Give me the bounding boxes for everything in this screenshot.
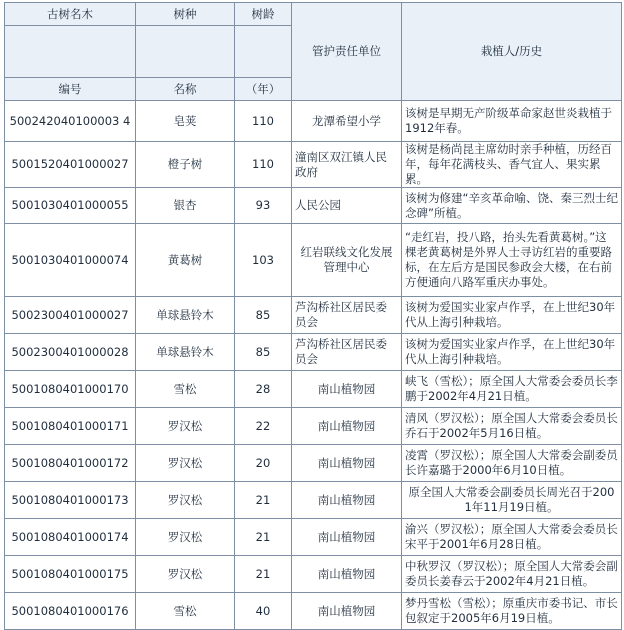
cell-tree-id: 5001080401000170	[5, 371, 136, 408]
cell-history: 该树为爱国实业家卢作孚，在上世纪30年代从上海引种栽培。	[402, 297, 622, 334]
cell-unit: 人民公园	[292, 188, 402, 224]
cell-species: 罗汉松	[136, 482, 235, 519]
cell-history: 原全国人大常委会副委员长周光召于2001年11月19日植。	[402, 482, 622, 519]
cell-tree-id: 5002300401000027	[5, 297, 136, 334]
table-row	[5, 188, 622, 224]
cell-age: 103	[235, 224, 292, 297]
cell-species: 单球悬铃木	[136, 334, 235, 371]
table-body	[5, 101, 622, 630]
header-species-bottom: 名称	[136, 78, 235, 101]
heritage-tree-table	[4, 2, 622, 630]
table-row	[5, 142, 622, 188]
header-age-top: 树龄	[235, 3, 292, 26]
cell-age: 85	[235, 334, 292, 371]
cell-tree-id: 5001030401000055	[5, 188, 136, 224]
cell-species: 橙子树	[136, 142, 235, 188]
table-row	[5, 593, 622, 630]
header-species-spacer	[136, 26, 235, 78]
header-planter: 栽植人/历史	[402, 3, 622, 101]
header-age-bottom: （年）	[235, 78, 292, 101]
cell-history: “走红岩，投八路，抬头先看黄葛树。”这棵老黄葛树是外界人士寻访红岩的重要路标，在左后方是国民参政会大楼，在右前方便通向八路军重庆办事处。	[402, 224, 622, 297]
cell-species: 雪松	[136, 371, 235, 408]
cell-species: 皂荚	[136, 101, 235, 142]
cell-age: 22	[235, 408, 292, 445]
header-species-top: 树种	[136, 3, 235, 26]
cell-history: 该树是早期无产阶级革命家赵世炎栽植于1912年春。	[402, 101, 622, 142]
table-row	[5, 297, 622, 334]
table-row	[5, 408, 622, 445]
cell-age: 21	[235, 482, 292, 519]
cell-tree-id: 5001080401000175	[5, 556, 136, 593]
cell-tree-id: 5001030401000074	[5, 224, 136, 297]
cell-unit: 南山植物园	[292, 371, 402, 408]
table-row	[5, 224, 622, 297]
cell-unit: 红岩联线文化发展管理中心	[292, 224, 402, 297]
cell-history: 清风（罗汉松）；原全国人大常委会委员长乔石于2002年5月16日植。	[402, 408, 622, 445]
cell-history: 梦丹雪松（雪松）；原重庆市委书记、市长包叙定于2005年6月19日植。	[402, 593, 622, 630]
cell-species: 罗汉松	[136, 445, 235, 482]
cell-species: 黄葛树	[136, 224, 235, 297]
cell-history: 渝兴（罗汉松）；原全国人大常委会委员长宋平于2001年6月28日植。	[402, 519, 622, 556]
cell-unit: 南山植物园	[292, 519, 402, 556]
cell-species: 单球悬铃木	[136, 297, 235, 334]
cell-age: 93	[235, 188, 292, 224]
cell-unit: 南山植物园	[292, 445, 402, 482]
cell-species: 罗汉松	[136, 519, 235, 556]
cell-tree-id: 5001080401000172	[5, 445, 136, 482]
table-row	[5, 519, 622, 556]
table-row	[5, 371, 622, 408]
table-header	[5, 3, 622, 101]
cell-age: 28	[235, 371, 292, 408]
header-id-top: 古树名木	[5, 3, 136, 26]
cell-tree-id: 5001080401000176	[5, 593, 136, 630]
header-unit: 管护责任单位	[292, 3, 402, 101]
cell-unit: 潼南区双江镇人民政府	[292, 142, 402, 188]
cell-age: 110	[235, 142, 292, 188]
cell-age: 21	[235, 519, 292, 556]
cell-tree-id: 5001080401000171	[5, 408, 136, 445]
cell-history: 该树为爱国实业家卢作孚，在上世纪30年代从上海引种栽培。	[402, 334, 622, 371]
cell-age: 110	[235, 101, 292, 142]
cell-tree-id: 5001080401000173	[5, 482, 136, 519]
table-row	[5, 445, 622, 482]
header-id-spacer	[5, 26, 136, 78]
table-row	[5, 556, 622, 593]
cell-tree-id: 5001520401000027	[5, 142, 136, 188]
cell-unit: 南山植物园	[292, 482, 402, 519]
cell-species: 罗汉松	[136, 408, 235, 445]
cell-unit: 芦沟桥社区居民委员会	[292, 297, 402, 334]
cell-history: 该树是杨尚昆主席幼时亲手种植，历经百年，每年花满枝头、香气宜人、果实累累。	[402, 142, 622, 188]
cell-history: 凌霄（罗汉松）；原全国人大常委会副委员长许嘉璐于2000年6月10日植。	[402, 445, 622, 482]
cell-age: 21	[235, 556, 292, 593]
cell-age: 85	[235, 297, 292, 334]
cell-tree-id: 5002300401000028	[5, 334, 136, 371]
cell-species: 雪松	[136, 593, 235, 630]
cell-species: 银杏	[136, 188, 235, 224]
cell-age: 20	[235, 445, 292, 482]
table-row	[5, 101, 622, 142]
table-row	[5, 334, 622, 371]
cell-unit: 南山植物园	[292, 593, 402, 630]
header-age-spacer	[235, 26, 292, 78]
cell-history: 峡飞（雪松）；原全国人大常委会委员长李鹏于2002年4月21日植。	[402, 371, 622, 408]
cell-unit: 南山植物园	[292, 556, 402, 593]
cell-tree-id: 5001080401000174	[5, 519, 136, 556]
cell-history: 该树为修建“辛亥革命喻、饶、秦三烈士纪念碑”所植。	[402, 188, 622, 224]
cell-age: 40	[235, 593, 292, 630]
header-id-bottom: 编号	[5, 78, 136, 101]
cell-history: 中秋罗汉（罗汉松）；原全国人大常委会副委员长姜春云于2002年4月21日植。	[402, 556, 622, 593]
table-row	[5, 482, 622, 519]
cell-species: 罗汉松	[136, 556, 235, 593]
cell-unit: 南山植物园	[292, 408, 402, 445]
cell-tree-id: 500242040100003 4	[5, 101, 136, 142]
cell-unit: 芦沟桥社区居民委员会	[292, 334, 402, 371]
cell-unit: 龙潭希望小学	[292, 101, 402, 142]
